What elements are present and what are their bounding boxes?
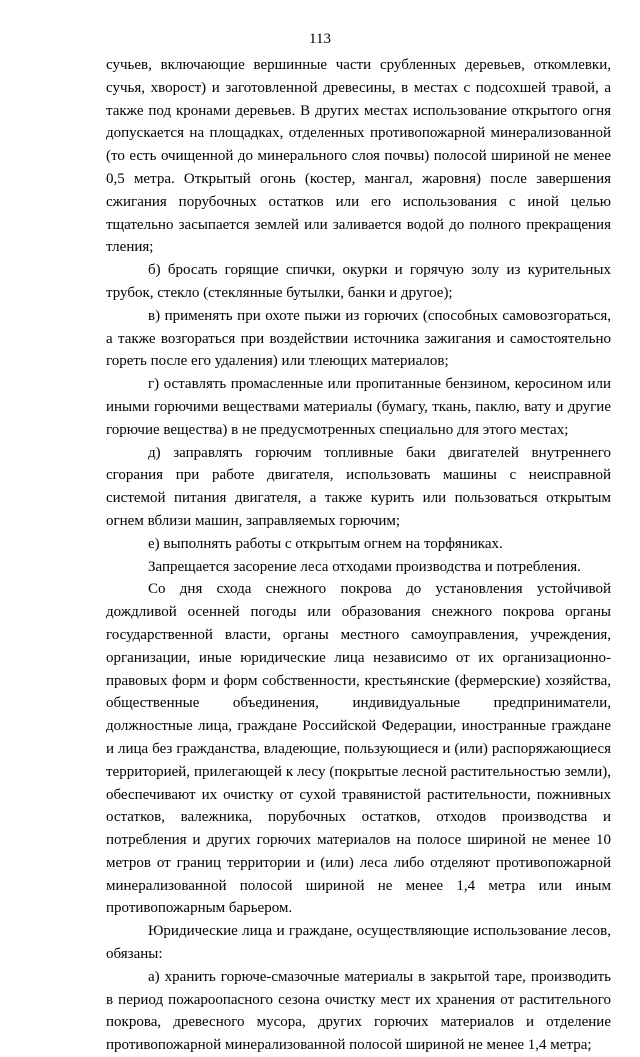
document-body bbox=[106, 54, 611, 1057]
page-number: 113 bbox=[309, 31, 331, 47]
paragraph: в) применять при охоте пыжи из горючих (способных самовозгораться, а также возгораться при воздействии источника зажигания и самостоятельно гореть после его удаления) или тлеющих материалов; bbox=[106, 307, 611, 370]
paragraph: сучьев, включающие вершинные части срубленных деревьев, откомлевки, сучья, хворост) и заготовленной древесины, в местах с подсохшей травой, а также под кронами деревьев. В других местах использование открытого огня допускается на площадках, отделенных противопожарной минерализованной (то есть очищенной до минерального слоя почвы) полосой шириной не менее 0,5 метра. Открытый огонь (костер, мангал, жаровня) после завершения сжигания порубочных остатков или его использования с иной целью тщательно засыпается землей или заливается водой до полного прекращения тления; bbox=[106, 57, 611, 256]
paragraph: е) выполнять работы с открытым огнем на торфяниках. bbox=[148, 535, 503, 552]
paragraph: а) хранить горюче-смазочные материалы в закрытой таре, производить в период пожароопасного сезона очистку мест их хранения от растительного покрова, древесного мусора, других горючих материалов и отделение противопожарной минерализованной полосой шириной не менее 1,4 метра; bbox=[106, 968, 611, 1054]
paragraph: д) заправлять горючим топливные баки двигателей внутреннего сгорания при работе двигателя, использовать машины с неисправной системой питания двигателя, а также курить или пользоваться открытым огнем вблизи машин, заправляемых горючим; bbox=[106, 444, 611, 529]
paragraph: Юридические лица и граждане, осуществляющие использование лесов, обязаны: bbox=[106, 923, 611, 963]
paragraph: г) оставлять промасленные или пропитанные бензином, керосином или иными горючими веществами материалы (бумагу, ткань, паклю, вату и другие горючие вещества) в не предусмотренных специально для этого местах; bbox=[106, 376, 611, 438]
paragraph: Со дня схода снежного покрова до установления устойчивой дождливой осенней погоды или образования снежного покрова органы государственной власти, органы местного самоуправления, учреждения, организации, иные юридические лица независимо от их организационно-правовых форм и форм собственности, крестьянские (фермерские) хозяйства, общественные объединения, индивидуальные предприниматели, должностные лица, граждане Российской Федерации, иностранные граждане и лица без гражданства, владеющие, пользующиеся и (или) распоряжающиеся территорией, прилегающей к лесу (покрытые лесной растительностью земли), обеспечивают их очистку от сухой травянистой растительности, пожнивных остатков, валежника, порубочных остатков, отходов производства и потребления и других горючих материалов на полосе шириной не менее 10 метров от границ территории и (или) леса либо отделяют противопожарной минерализованной полосой шириной не менее 1,4 метра или иным противопожарным барьером. bbox=[106, 581, 611, 917]
paragraph: Запрещается засорение леса отходами производства и потребления. bbox=[148, 558, 581, 575]
paragraph: б) бросать горящие спички, окурки и горячую золу из курительных трубок, стекло (стеклянные бутылки, банки и другое); bbox=[106, 262, 611, 301]
